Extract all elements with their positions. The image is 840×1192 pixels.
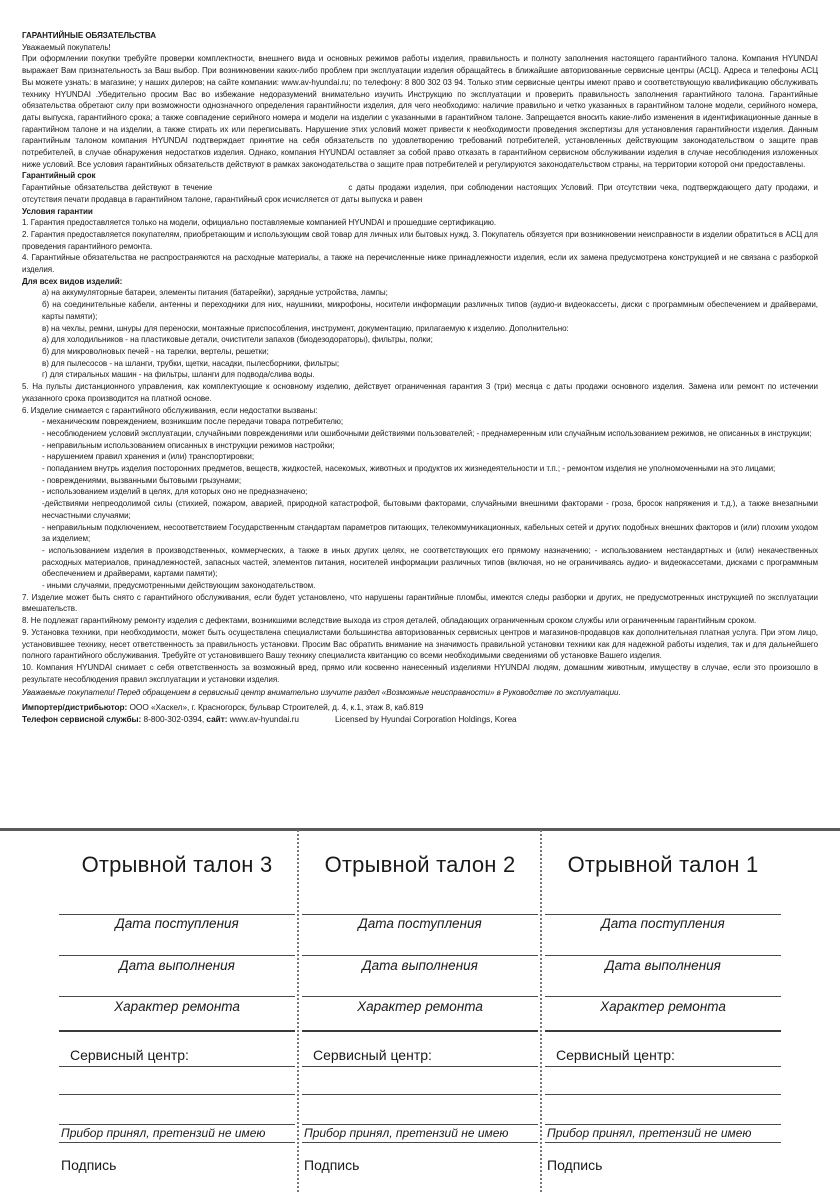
receipt-date-field[interactable] (545, 955, 781, 956)
condition-4: 4. Гарантийные обязательства не распространяются на расходные материалы, а также на перечисленные ниже принадлежности изделия, если их замена предусмотрена конструкцией и не связана с разборкой изделия. (22, 253, 818, 275)
service-center-label: Сервисный центр: (70, 1047, 189, 1063)
term-text-b: с даты продажи изделия, при соблюдении настоящих Условий. При отсутствии чека, подтверждающего дату продажи, и отсутствия печати продавца в гарантийном талоне, гарантийный срок исчисляется от даты выпуска и равен (22, 183, 818, 204)
signature-label: Подпись (304, 1157, 360, 1173)
rule-line (59, 914, 295, 915)
license-text: Licensed by Hyundai Corporation Holdings, Korea (334, 713, 517, 724)
repair-type-label: Характер ремонта (600, 999, 726, 1014)
repair-type-field[interactable] (545, 1030, 781, 1032)
signature-label: Подпись (547, 1157, 603, 1173)
rule-line (545, 914, 781, 915)
condition-2: 2. Гарантия предоставляется покупателям, приобретающим и использующим свой товар для личных или бытовых нужд. 3. Покупатель обязуется при возникновении неисправности в изделии обратиться в АСЦ для проведения гарантийного ремонта. (22, 229, 818, 251)
completion-date-label: Дата выполнения (119, 958, 235, 973)
conditions-heading: Условия гарантии (22, 206, 93, 216)
condition-1: 1. Гарантия предоставляется только на модели, официально поставляемые компанией HYUNDAI и прошедшие сертификацию. (22, 218, 497, 228)
tear-line-1 (297, 830, 299, 1192)
completion-date-label: Дата выполнения (605, 958, 721, 973)
coupon-1 (545, 830, 781, 1192)
accepted-field[interactable] (59, 1142, 295, 1143)
condition-6: 6. Изделие снимается с гарантийного обслуживания, если недостатки вызваны: (22, 405, 318, 415)
condition-7: 7. Изделие может быть снято с гарантийного обслуживания, если будет установлено, что нарушены гарантийные пломбы, имеются следы разборки и других, не предусмотренных инструкцией по эксплуатации вмешательств. (22, 592, 818, 614)
condition-10: 10. Компания HYUNDAI снимает с себя ответственность за возможный вред, прямо или косвенно нанесенный изделиями HYUNDAI людям, домашним животным, имуществу в случае, если это произошло в результате несоблюдения правил эксплуатации и установки изделия. (22, 662, 818, 684)
warranty-terms (22, 30, 818, 725)
rule-line (302, 914, 538, 915)
service-center-label: Сервисный центр: (556, 1047, 675, 1063)
customer-note: Уважаемые покупатели! Перед обращением в сервисный центр внимательно изучите раздел «Возможные неисправности» в Руководстве по эксплуатации. (22, 688, 621, 698)
service-center-field-3[interactable] (59, 1124, 295, 1125)
accepted-label: Прибор принял, претензий не имею (61, 1126, 266, 1140)
service-center-field-1[interactable] (302, 1066, 538, 1067)
defect-4: - нарушением правил хранения и (или) транспортировки; (42, 452, 255, 462)
defect-1: - механическим повреждением, возникшим после передачи товара потребителю; (42, 417, 344, 427)
service-phone-line (22, 714, 818, 726)
defect-9: - неправильным подключением, несоответствием Государственным стандартам параметров питающих, телекоммуникационных, кабельных сетей и других подобных внешних факторов и (или) плохим уходом за изделием; (42, 522, 818, 544)
site-value: www.av-hyundai.ru (229, 713, 299, 724)
repair-type-label: Характер ремонта (114, 999, 240, 1014)
service-center-label: Сервисный центр: (313, 1047, 432, 1063)
signature-label: Подпись (61, 1157, 117, 1173)
extra-v: в) для пылесосов - на шланги, трубки, щетки, насадки, пылесборники, фильтры; (42, 358, 340, 368)
site-label: сайт: (206, 713, 228, 724)
importer-label: Импортер/дистрибьютор: (22, 702, 128, 713)
accepted-field[interactable] (302, 1142, 538, 1143)
defect-10: - использованием изделия в производственных, коммерческих, а также в иных других целях, не соответствующих его прямому назначению; - использованием нестандартных и (или) некачественных расходных материалов, принадлежностей, запасных частей, элементов питания, носителей информации различных типов (включая, но не ограничиваясь аудио- и видеокассетами, дисками с программным обеспечением и драйверами, картами памяти); (42, 545, 818, 579)
service-center-field-3[interactable] (545, 1124, 781, 1125)
greeting: Уважаемый покупатель! (22, 42, 111, 52)
doc-title: ГАРАНТИЙНЫЕ ОБЯЗАТЕЛЬСТВА (22, 31, 157, 40)
defect-11: - иными случаями, предусмотренными действующим законодательством. (42, 581, 316, 591)
item-a: а) на аккумуляторные батареи, элементы питания (батарейки), зарядные устройства, лампы; (42, 288, 388, 298)
term-text-a: Гарантийные обязательства действуют в течение (22, 183, 213, 193)
term-heading: Гарантийный срок (22, 171, 96, 181)
accepted-label: Прибор принял, претензий не имею (304, 1126, 509, 1140)
all-types-heading: Для всех видов изделий: (22, 276, 123, 286)
defect-7: - использованием изделий в целях, для которых оно не предназначено; (42, 487, 308, 497)
importer-value: ООО «Хаскел», г. Красногорск, бульвар Строителей, д. 4, к.1, этаж 8, каб.819 (129, 702, 424, 713)
receipt-date-label: Дата поступления (115, 916, 239, 931)
receipt-date-field[interactable] (302, 955, 538, 956)
receipt-date-label: Дата поступления (601, 916, 725, 931)
importer-line (22, 702, 818, 714)
coupon-title: Отрывной талон 1 (567, 852, 759, 877)
repair-type-field[interactable] (59, 1030, 295, 1032)
coupon-3 (59, 830, 295, 1192)
completion-date-field[interactable] (302, 996, 538, 997)
intro-paragraph: При оформлении покупки требуйте проверки комплектности, внешнего вида и основных режимов работы изделия, правильность и полноту заполнения настоящего гарантийного талона. Компания HYUNDAI выражает Вам признательность за Ваш выбор. При возникновении каких-либо проблем при эксплуатации изделия обращайтесь в ближайшие авторизованные сервисные центры (АСЦ). Адреса и телефоны АСЦ Вы можете узнать: в магазине; у наших дилеров; на сайте компании: www.av-hyundai.ru; по телефону: 8 800 302 03 94. Только этим сервисные центры имеют право и соответствующую квалификацию обслуживать технику HYUNDAI .Убедительно просим Вас во избежание недоразумений внимательно изучить Инструкцию по эксплуатации и проверить правильность заполнения гарантийного талона. Гарантийные обязательства обретают силу при возможности однозначного определения гарантийности изделия, для чего необходимо: наличие правильно и четко указанных в гарантийном талоне модели, серийного номера, даты выпуска, гарантийного срока; а также совпадение серийного номера и модели на изделии с указанными в гарантийном талоне. Запрещается вносить какие-либо изменения в идентификационные данные в гарантийном талоне и на изделии, а также стирать их или переписывать. Нарушение этих условий может привести к необходимости проведения экспертизы для установления гарантийности изделия. Данным гарантийным талоном компания HYUNDAI подтверждает принятие на себя обязательств по удовлетворению требований потребителей, установленных действующим законодательством о защите прав потребителей, в случае обнаружения недостатков изделия. Однако, компания HYUNDAI оставляет за собой право отказать в гарантийном сервисном обслуживании изделия в случае несоблюдения изложенных ниже условий. Все условия гарантийных обязательств действуют в рамках законодательства о защите прав потребителей и регулируются законодательством страны, на территории которой они предоставлены. (22, 54, 818, 169)
phone-label: Телефон сервисной службы: (22, 713, 142, 724)
service-center-field-2[interactable] (545, 1094, 781, 1095)
condition-9: 9. Установка техники, при необходимости, может быть осуществлена специалистами большинства авторизованных сервисных центров и магазинов-продавцов как дополнительная платная услуга. При этом лицо, установившее технику, несет ответственность за правильность установки. Просим Вас обратить внимание на значимость правильной установки техники как для надежной работы изделия, так и для дальнейшего полного гарантийного обслуживания. Требуйте от установившего Вашу технику специалиста квитанцию со всеми необходимыми сведениями об установке Вашего изделия. (22, 627, 818, 661)
coupon-title: Отрывной талон 2 (324, 852, 516, 877)
service-center-field-2[interactable] (59, 1094, 295, 1095)
completion-date-field[interactable] (59, 996, 295, 997)
accepted-label: Прибор принял, претензий не имею (547, 1126, 752, 1140)
extra-b: б) для микроволновых печей - на тарелки, вертелы, решетки; (42, 346, 269, 356)
coupon-title: Отрывной талон 3 (81, 852, 273, 877)
completion-date-field[interactable] (545, 996, 781, 997)
repair-type-field[interactable] (302, 1030, 538, 1032)
item-v: в) на чехлы, ремни, шнуры для переноски, монтажные приспособления, инструмент, документацию, прилагаемую к изделию. Дополнительно: (42, 323, 569, 333)
completion-date-label: Дата выполнения (362, 958, 478, 973)
extra-g: г) для стиральных машин - на фильтры, шланги для подвода/слива воды. (42, 370, 315, 380)
service-center-field-1[interactable] (59, 1066, 295, 1067)
phone-value: 8-800-302-0394, (143, 713, 205, 724)
defect-3: - неправильным использованием описанных в инструкции режимов настройки; (42, 440, 335, 450)
extra-a: а) для холодильников - на пластиковые детали, очистители запахов (биодезодораторы), фильтры, полки; (42, 335, 433, 345)
accepted-field[interactable] (545, 1142, 781, 1143)
receipt-date-label: Дата поступления (358, 916, 482, 931)
service-center-field-3[interactable] (302, 1124, 538, 1125)
service-center-field-2[interactable] (302, 1094, 538, 1095)
term-paragraph (22, 182, 818, 205)
service-center-field-1[interactable] (545, 1066, 781, 1067)
defect-5: - попаданием внутрь изделия посторонних предметов, веществ, жидкостей, насекомых, животных и продуктов их жизнедеятельности и т.п.; - ремонтом изделия не уполномоченными на это лицами; (42, 464, 776, 474)
repair-type-label: Характер ремонта (357, 999, 483, 1014)
defect-2: - несоблюдением условий эксплуатации, случайными повреждениями или ошибочными действиями пользователей; - преднамеренным или случайным использованием режимов, не описанных в инструкции; (42, 428, 812, 438)
condition-8: 8. Не подлежат гарантийному ремонту изделия с дефектами, возникшими вследствие выхода из строя деталей, обладающих ограниченным сроком службы или ограниченным гарантийным сроком. (22, 616, 757, 626)
condition-5: 5. На пульты дистанционного управления, как комплектующие к основному изделию, действует ограниченная гарантия 3 (три) месяца с даты продажи основного изделия. Замена или ремонт по истечении указанного срока производится на платной основе. (22, 382, 818, 403)
defect-8: -действиями непреодолимой силы (стихией, пожаром, аварией, природной катастрофой, бытовыми факторами, случайными внешними факторами - гроза, бросок напряжения и т.д.), а также внезапными несчастными случаями; (42, 499, 818, 520)
item-b: б) на соединительные кабели, антенны и переходники для них, наушники, микрофоны, носители информации различных типов (аудио-и видеокассеты, диски с программным обеспечением и драйверами, карты памяти); (42, 300, 818, 321)
receipt-date-field[interactable] (59, 955, 295, 956)
tear-line-2 (540, 830, 542, 1192)
coupon-2 (302, 830, 538, 1192)
defect-6: - повреждениями, вызванными бытовыми грызунами; (42, 475, 242, 485)
